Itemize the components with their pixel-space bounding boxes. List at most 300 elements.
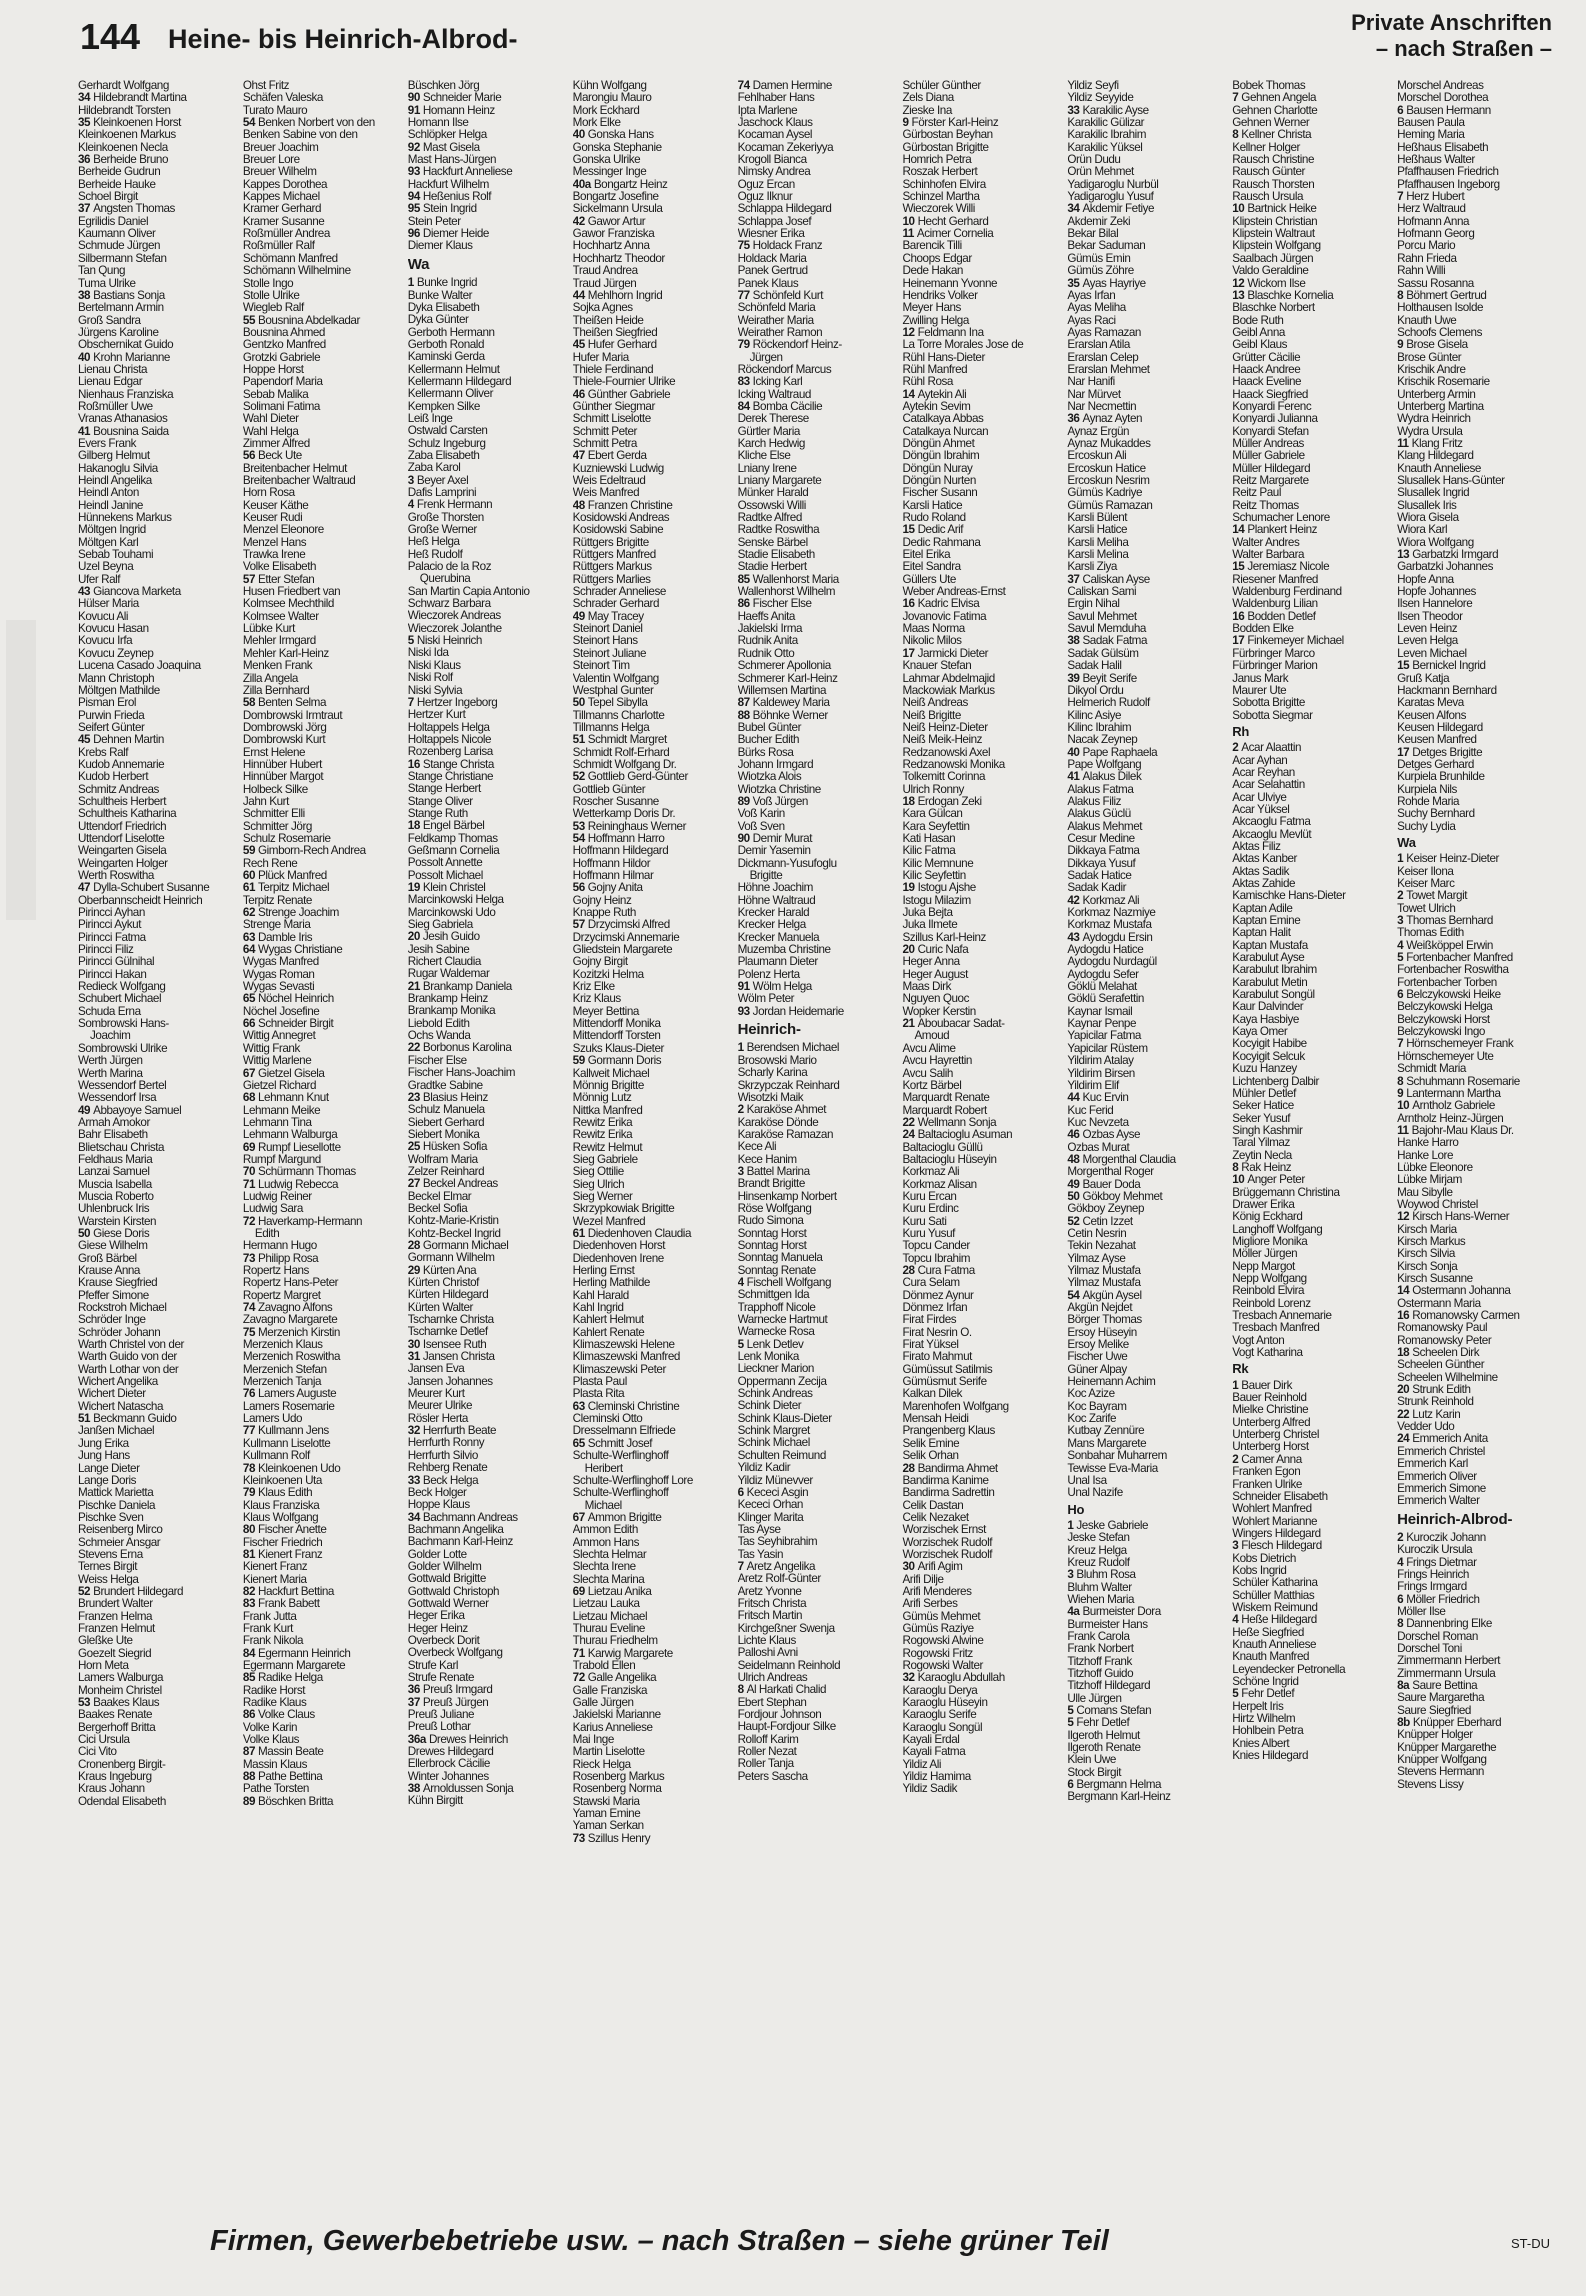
resident-name: Yilmaz Mustafa	[1067, 1265, 1141, 1277]
directory-column-9	[1397, 80, 1558, 2215]
house-number: 6	[1397, 104, 1404, 117]
resident-name: Karaoglu Hüseyin	[902, 1697, 988, 1710]
directory-entry	[1067, 586, 1228, 598]
resident-name: Voß Jürgen	[752, 795, 808, 808]
directory-entry	[573, 512, 734, 524]
directory-entry	[243, 1549, 404, 1561]
resident-name: Stange Ruth	[407, 807, 468, 820]
directory-entry	[573, 1759, 734, 1771]
resident-name: Fehr Detlef	[1241, 1688, 1295, 1701]
directory-entry	[573, 845, 734, 857]
resident-name: Strenge Joachim	[258, 907, 339, 920]
house-number: 8	[737, 1684, 744, 1697]
directory-entry	[738, 981, 899, 993]
resident-name: Icking Waltraud	[737, 388, 811, 401]
directory-entry	[1067, 1080, 1228, 1092]
resident-name: Savul Mehmet	[1067, 610, 1137, 623]
directory-entry	[1232, 1553, 1393, 1565]
resident-name: Kellermann Helmut	[407, 363, 500, 376]
directory-entry	[243, 1006, 404, 1018]
house-number: 8	[1232, 1161, 1239, 1174]
directory-entry	[78, 253, 239, 265]
resident-name: Keuser Rudi	[242, 512, 303, 525]
directory-entry	[902, 944, 1063, 956]
directory-entry	[1232, 1540, 1393, 1552]
directory-entry	[78, 1265, 239, 1277]
directory-entry	[738, 376, 899, 388]
resident-name: Leven Heinz	[1397, 623, 1458, 636]
directory-entry	[1397, 265, 1558, 277]
resident-name: Volke Karin	[242, 1721, 298, 1734]
resident-name: Szillus Karl-Heinz	[902, 931, 986, 944]
resident-name: Pisman Erol	[78, 697, 137, 710]
house-number: 73	[572, 1832, 585, 1845]
resident-name: Maas Dirk	[902, 981, 952, 994]
directory-entry	[902, 1450, 1063, 1462]
resident-name: Schröder Inge	[78, 1314, 146, 1327]
resident-name: Strenge Maria	[242, 919, 311, 932]
resident-name: Kaya Ömer	[1232, 1026, 1288, 1039]
directory-entry	[902, 561, 1063, 573]
resident-name: Schürmann Thomas	[258, 1166, 356, 1179]
resident-name: Finkemeyer Michael	[1247, 635, 1344, 648]
resident-name: Waldenburg Lilian	[1232, 598, 1318, 611]
resident-name: Keiser Marc	[1397, 878, 1455, 890]
resident-name: Massin Beate	[258, 1746, 324, 1759]
resident-name: Hackfurt Anneliese	[422, 166, 513, 179]
resident-name: Schulten Reimund	[737, 1449, 826, 1462]
resident-name: Kahlert Helmut	[572, 1314, 644, 1327]
resident-name: Volke Elisabeth	[242, 561, 317, 574]
resident-name: Rahn Willi	[1397, 265, 1446, 278]
resident-name: Maurer Ute	[1232, 684, 1287, 697]
resident-name: Menzel Hans	[242, 536, 307, 549]
directory-entry	[408, 1339, 569, 1351]
resident-name: Heindl Angelika	[78, 475, 152, 487]
house-number: 13	[1232, 289, 1245, 302]
directory-entry	[573, 1401, 734, 1413]
resident-name: Karaoglu Serife	[902, 1709, 977, 1722]
resident-name: Ayas Raci	[1067, 314, 1116, 327]
resident-name: Kovucu Ali	[78, 610, 129, 623]
resident-name: Möltgen Ingrid	[78, 524, 146, 537]
directory-entry	[78, 1376, 239, 1388]
directory-entry	[902, 956, 1063, 968]
resident-name: Pischke Daniela	[78, 1499, 156, 1512]
directory-entry	[738, 92, 899, 104]
resident-name: Stock Birgit	[1067, 1766, 1122, 1779]
directory-entry	[1067, 1619, 1228, 1631]
resident-name: Rüttgers Manfred	[572, 549, 656, 562]
directory-entry	[408, 783, 569, 795]
resident-name: Possolt Michael	[407, 869, 483, 882]
directory-entry	[78, 80, 239, 92]
directory-entry	[1397, 1409, 1558, 1421]
directory-entry	[1067, 117, 1228, 129]
directory-entry	[78, 463, 239, 475]
house-number: 54	[572, 832, 585, 845]
directory-entry	[573, 179, 734, 191]
directory-entry	[243, 1166, 404, 1178]
directory-entry	[408, 364, 569, 376]
directory-entry	[1067, 1055, 1228, 1067]
resident-name: Kürten Ana	[422, 1264, 477, 1277]
directory-entry	[78, 685, 239, 697]
house-number: 21	[407, 980, 420, 993]
resident-name: Klipstein Christian	[1232, 215, 1318, 228]
directory-entry	[78, 1117, 239, 1129]
resident-name: Jesih Guido	[422, 931, 480, 944]
directory-entry	[243, 858, 404, 870]
directory-entry	[78, 290, 239, 302]
resident-name: Geibl Klaus	[1232, 339, 1288, 352]
resident-name: Philipp Rosa	[258, 1252, 319, 1265]
directory-entry	[902, 1672, 1063, 1684]
directory-entry	[1397, 1224, 1558, 1236]
directory-entry	[408, 1252, 569, 1264]
directory-entry	[408, 598, 569, 610]
house-number: 8	[1232, 129, 1239, 142]
directory-entry	[1232, 767, 1393, 779]
street-heading: Ho	[1067, 1501, 1085, 1517]
resident-name: Ebert Gerda	[587, 450, 647, 463]
directory-entry	[1232, 166, 1393, 178]
resident-name: Schömann Manfred	[242, 252, 338, 265]
directory-entry	[408, 1289, 569, 1301]
resident-name: Baltacioglu Hüseyin	[902, 1153, 997, 1166]
directory-entry	[1232, 265, 1393, 277]
directory-entry	[1067, 1327, 1228, 1339]
house-number: 18	[902, 795, 915, 808]
resident-name: Kilic Memnune	[902, 857, 974, 870]
resident-name: Werth Roswitha	[78, 870, 154, 882]
resident-name: Bausen Hermann	[1406, 104, 1491, 117]
directory-entry	[573, 598, 734, 610]
resident-name: Frings Dietmar	[1406, 1556, 1477, 1569]
directory-entry	[243, 771, 404, 783]
directory-entry	[1067, 290, 1228, 302]
directory-entry	[243, 154, 404, 166]
resident-name: Kaynar Ismail	[1067, 1005, 1133, 1018]
resident-name: Rogowski Alwine	[902, 1635, 984, 1648]
directory-entry	[1232, 1211, 1393, 1223]
resident-name: Döngün Ibrahim	[902, 450, 980, 463]
resident-name: Bongartz Josefine	[572, 191, 659, 204]
resident-name: Rudo Roland	[902, 512, 966, 525]
resident-name: Knüpper Margarethe	[1397, 1741, 1497, 1754]
resident-name: Krause Siegfried	[78, 1277, 158, 1290]
resident-name: Bartnick Heike	[1247, 203, 1317, 216]
resident-name: Fischer Susann	[902, 487, 978, 500]
resident-name: Aboubacar Sadat-	[917, 1018, 1005, 1031]
directory-entry	[1397, 537, 1558, 549]
directory-entry	[243, 1475, 404, 1487]
resident-name: Karakilic Yüksel	[1067, 141, 1143, 154]
directory-entry	[1232, 154, 1393, 166]
directory-entry	[902, 1080, 1063, 1092]
house-number: 87	[242, 1746, 255, 1759]
resident-name: Unterberg Armin	[1397, 388, 1476, 401]
directory-entry	[408, 845, 569, 857]
directory-entry	[902, 315, 1063, 327]
directory-entry	[243, 1068, 404, 1080]
resident-name: Wetterkamp Doris Dr.	[572, 808, 676, 821]
resident-name: Karakilic Gülizar	[1067, 117, 1145, 130]
resident-name: Kaptan Mustafa	[1232, 939, 1308, 952]
resident-name: Towet Margit	[1406, 890, 1468, 903]
directory-entry	[408, 1660, 569, 1672]
resident-name: Schinhofen Elvira	[902, 178, 986, 191]
directory-entry	[408, 549, 569, 561]
directory-entry	[1067, 1302, 1228, 1314]
directory-entry	[573, 117, 734, 129]
directory-entry	[902, 697, 1063, 709]
directory-entry	[1067, 463, 1228, 475]
resident-name: Diedenhoven Irene	[572, 1252, 664, 1265]
resident-name: Lange Dieter	[78, 1462, 140, 1475]
resident-name: Brose Gisela	[1406, 339, 1468, 352]
directory-entry	[243, 1598, 404, 1610]
resident-name: Kleinkoenen Markus	[78, 129, 176, 142]
resident-name: Gottlieb Gerd-Günter	[587, 771, 688, 784]
directory-entry	[1232, 389, 1393, 401]
resident-name: Kovucu Irfa	[78, 635, 133, 648]
resident-name: Göklü Serafettin	[1067, 993, 1144, 1006]
house-number: 2	[1397, 1531, 1404, 1544]
directory-entry	[408, 536, 569, 548]
resident-name: Stolle Ulrike	[242, 289, 300, 302]
directory-entry	[1397, 1051, 1558, 1063]
resident-name: Schulz Rosemarie	[242, 832, 331, 845]
resident-name: Vranas Athanasios	[78, 413, 168, 426]
directory-entry	[408, 907, 569, 919]
directory-entry	[408, 635, 569, 647]
directory-entry	[902, 290, 1063, 302]
directory-entry	[738, 1363, 899, 1375]
resident-name: Edith	[254, 1227, 280, 1240]
house-number: 37	[78, 203, 91, 216]
resident-name: Heinemann Achim	[1067, 1376, 1156, 1389]
house-number: 4	[1397, 1556, 1404, 1569]
directory-entry	[573, 710, 734, 722]
directory-entry	[1067, 129, 1228, 141]
resident-name: Jeremiasz Nicole	[1247, 561, 1330, 574]
directory-entry	[1232, 697, 1393, 709]
resident-name: Jeske Stefan	[1067, 1532, 1130, 1545]
resident-name: Nguyen Quoc	[902, 993, 969, 1006]
directory-entry	[243, 1277, 404, 1289]
resident-name: Sojka Agnes	[572, 302, 633, 315]
directory-entry	[902, 1055, 1063, 1067]
resident-name: Karatas Meva	[1397, 697, 1464, 710]
resident-name: Kienert Maria	[242, 1573, 307, 1586]
directory-entry	[408, 129, 569, 141]
directory-entry	[573, 1080, 734, 1092]
resident-name: Bubel Günter	[737, 721, 802, 734]
directory-entry	[738, 179, 899, 191]
directory-entry	[573, 747, 734, 759]
resident-name: Breuer Lore	[242, 154, 300, 167]
resident-name: Heßenius Rolf	[422, 191, 492, 204]
directory-entry	[78, 1055, 239, 1067]
directory-entry	[573, 1105, 734, 1117]
resident-name: Gümüs Ramazan	[1067, 499, 1153, 512]
resident-name: Jansen Eva	[407, 1363, 465, 1376]
resident-name: Böhnke Werner	[752, 709, 828, 722]
resident-name: Voß Karin	[737, 808, 785, 821]
directory-entry	[243, 1117, 404, 1129]
resident-name: Palacio de la Roz	[407, 561, 492, 574]
resident-name: Titzhoff Hildegard	[1067, 1680, 1151, 1693]
resident-name: Kuru Erdinc	[902, 1203, 959, 1216]
resident-name: Kolmsee Walter	[242, 610, 319, 623]
directory-entry	[243, 1463, 404, 1475]
directory-entry	[1067, 1569, 1228, 1581]
resident-name: Rudnik Anita	[737, 635, 798, 648]
resident-name: Zelzer Reinhard	[407, 1165, 485, 1178]
resident-name: Aydogdu Sefer	[1067, 968, 1139, 981]
resident-name: Fehlhaber Hans	[737, 92, 815, 105]
resident-name: Papendorf Maria	[242, 376, 323, 389]
resident-name: Akgün Aysel	[1082, 1289, 1142, 1302]
directory-entry	[243, 586, 404, 598]
resident-name: Kahl Harald	[572, 1289, 629, 1302]
directory-entry	[573, 216, 734, 228]
resident-name: Grotzki Gabriele	[242, 351, 321, 364]
resident-name: Wohlert Manfred	[1232, 1503, 1312, 1516]
house-number: 18	[1397, 1347, 1410, 1360]
resident-name: Dafis Lamprini	[407, 487, 477, 499]
directory-entry	[902, 747, 1063, 759]
directory-entry	[738, 278, 899, 290]
resident-name: Sieg Ottilie	[572, 1166, 624, 1179]
house-number: 15	[902, 524, 915, 537]
resident-name: Ünal Isa	[1067, 1474, 1107, 1487]
directory-entry	[902, 302, 1063, 314]
directory-entry	[1067, 1068, 1228, 1080]
resident-name: Gottwald Christoph	[407, 1585, 500, 1598]
resident-name: Rewitz Erika	[572, 1116, 633, 1129]
resident-name: Keiser Ilona	[1397, 865, 1454, 878]
directory-entry	[408, 759, 569, 771]
directory-entry	[1397, 977, 1558, 989]
resident-name: San Martin Capia Antonio	[407, 585, 530, 598]
directory-entry	[902, 907, 1063, 919]
house-number: 12	[1397, 1211, 1410, 1224]
directory-entry	[408, 1400, 569, 1412]
directory-entry	[1232, 1614, 1393, 1626]
directory-entry	[243, 1030, 404, 1042]
directory-entry	[78, 549, 239, 561]
resident-name: Klaus Edith	[258, 1487, 313, 1500]
resident-name: Kaldewey Maria	[752, 697, 830, 710]
resident-name: Schlöpker Helga	[407, 129, 487, 142]
resident-name: Herrfurth Beate	[422, 1425, 497, 1438]
resident-name: Gökboy Zeynep	[1067, 1203, 1145, 1216]
directory-entry	[902, 1277, 1063, 1289]
house-number: 19	[902, 882, 915, 895]
resident-name: Hermann Hugo	[242, 1240, 317, 1253]
resident-name: Golder Lotte	[407, 1548, 467, 1561]
house-number: 93	[407, 166, 420, 179]
directory-entry	[78, 956, 239, 968]
house-number: 41	[1067, 771, 1080, 784]
resident-name: Ilgeroth Helmut	[1067, 1729, 1140, 1742]
directory-entry	[573, 673, 734, 685]
directory-entry	[243, 438, 404, 450]
directory-entry	[78, 1314, 239, 1326]
directory-entry	[573, 1648, 734, 1660]
directory-entry	[738, 919, 899, 931]
directory-entry	[902, 1722, 1063, 1734]
directory-entry	[78, 1327, 239, 1339]
directory-entry	[573, 537, 734, 549]
resident-name: Sieg Gabriela	[407, 919, 473, 932]
resident-name: Holbeck Silke	[242, 783, 308, 796]
resident-name: Arifi Menderes	[902, 1585, 972, 1598]
directory-entry	[902, 1537, 1063, 1549]
directory-entry	[902, 1759, 1063, 1771]
house-number: 11	[902, 228, 914, 241]
directory-entry	[243, 895, 404, 907]
directory-entry	[738, 1400, 899, 1412]
resident-name: Lamers Udo	[242, 1413, 303, 1426]
house-number: 37	[407, 1696, 420, 1709]
directory-entry	[1232, 1322, 1393, 1334]
resident-name: Palloshi Avni	[737, 1647, 798, 1660]
resident-name: Aktas Filiz	[1232, 840, 1281, 853]
resident-name: Lutz Karin	[1412, 1408, 1461, 1421]
directory-entry	[902, 648, 1063, 660]
resident-name: Horn Rosa	[242, 487, 295, 500]
binding-margin	[6, 620, 36, 920]
house-number: 8a	[1397, 1680, 1410, 1692]
directory-entry	[408, 1524, 569, 1536]
resident-name: Acar Yüksel	[1232, 803, 1290, 816]
directory-entry	[408, 573, 569, 585]
resident-name: Hirtz Wilhelm	[1232, 1713, 1296, 1726]
directory-entry	[1397, 512, 1558, 524]
resident-name: Mai Inge	[572, 1734, 614, 1747]
resident-name: Franzen Helmut	[78, 1622, 155, 1635]
resident-name: Reisenberg Mirco	[78, 1524, 163, 1537]
directory-entry	[1397, 203, 1558, 215]
resident-name: Beckel Sofia	[407, 1202, 468, 1215]
resident-name: Burmeister Dora	[1082, 1606, 1161, 1619]
directory-entry	[573, 1092, 734, 1104]
resident-name: Frank Carola	[1067, 1630, 1130, 1643]
directory-entry	[1397, 866, 1558, 878]
directory-entry	[738, 574, 899, 586]
resident-name: Keuser Käthe	[242, 499, 309, 512]
directory-entry	[1397, 426, 1558, 438]
directory-entry	[1067, 278, 1228, 290]
resident-name: Stein Ingrid	[422, 203, 477, 216]
directory-entry	[902, 796, 1063, 808]
directory-entry	[408, 203, 569, 215]
directory-entry	[573, 1475, 734, 1487]
resident-name: Ulle Jürgen	[1067, 1692, 1122, 1705]
resident-name: Nepp Margot	[1232, 1260, 1295, 1273]
directory-entry	[1232, 1187, 1393, 1199]
directory-entry	[1067, 1240, 1228, 1252]
directory-entry	[1232, 1248, 1393, 1260]
resident-name: Karabulut Songül	[1232, 989, 1315, 1002]
directory-entry	[408, 1055, 569, 1067]
directory-entry	[902, 327, 1063, 339]
directory-entry	[408, 1684, 569, 1696]
directory-entry	[573, 1783, 734, 1795]
